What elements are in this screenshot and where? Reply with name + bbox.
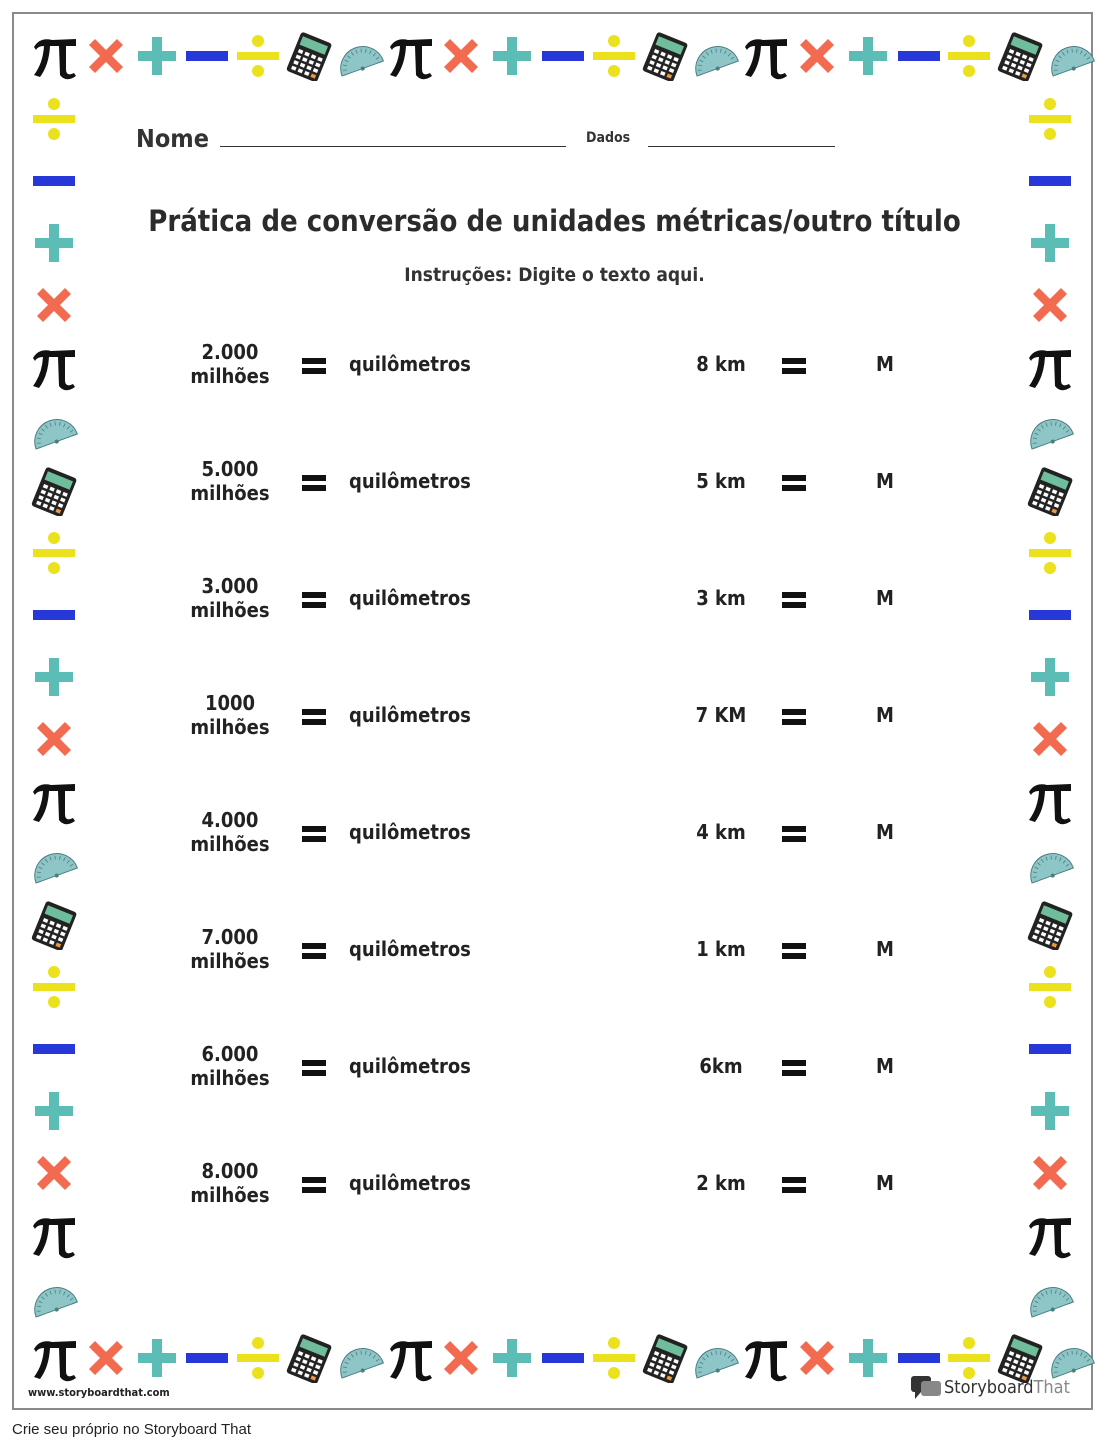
second-target-unit: M xyxy=(876,1171,894,1195)
calculator-icon xyxy=(640,1333,690,1383)
problem-row xyxy=(14,691,1095,751)
equals-sign-icon xyxy=(302,1058,328,1078)
second-target-unit: M xyxy=(876,820,894,844)
second-target-unit: M xyxy=(876,1054,894,1078)
target-unit: quilômetros xyxy=(349,352,471,376)
target-unit: quilômetros xyxy=(349,820,471,844)
source-number: 1000 xyxy=(204,691,256,715)
protractor-icon xyxy=(335,31,385,81)
equals-sign-icon xyxy=(302,1175,328,1195)
source-unit: milhões xyxy=(190,949,270,973)
source-value xyxy=(164,691,296,739)
plus-icon xyxy=(29,218,79,268)
target-unit: quilômetros xyxy=(349,586,471,610)
second-target-unit: M xyxy=(876,703,894,727)
second-target-unit: M xyxy=(876,586,894,610)
pi-icon xyxy=(386,1333,436,1383)
pi-icon xyxy=(30,31,80,81)
plus-icon xyxy=(132,31,182,81)
times-icon xyxy=(81,31,131,81)
source-value xyxy=(164,340,296,388)
source-value xyxy=(164,1159,296,1207)
calculator-icon xyxy=(284,31,334,81)
name-date-line xyxy=(134,124,894,164)
second-value: 3 km xyxy=(696,586,746,610)
pi-icon xyxy=(386,31,436,81)
divide-icon xyxy=(233,31,283,81)
times-icon xyxy=(792,1333,842,1383)
name-field[interactable] xyxy=(220,146,566,147)
second-value: 2 km xyxy=(696,1171,746,1195)
problem-row xyxy=(14,340,1095,400)
pi-icon xyxy=(30,1333,80,1383)
source-unit: milhões xyxy=(190,1183,270,1207)
source-unit: milhões xyxy=(190,1066,270,1090)
equals-sign-icon xyxy=(782,473,808,493)
second-target-unit: M xyxy=(876,352,894,376)
equals-sign-icon xyxy=(302,590,328,610)
protractor-icon xyxy=(690,31,740,81)
source-number: 2.000 xyxy=(201,340,259,364)
source-value xyxy=(164,574,296,622)
equals-sign-icon xyxy=(782,356,808,376)
source-value xyxy=(164,808,296,856)
source-number: 3.000 xyxy=(201,574,259,598)
divide-icon xyxy=(589,1333,639,1383)
pi-icon xyxy=(741,31,791,81)
brand-name-bold: Storyboard xyxy=(944,1376,1034,1398)
source-unit: milhões xyxy=(190,364,270,388)
second-value: 8 km xyxy=(696,352,746,376)
border-top xyxy=(30,22,1080,90)
equals-sign-icon xyxy=(782,1175,808,1195)
divide-icon xyxy=(1025,528,1075,578)
protractor-icon xyxy=(1025,404,1075,454)
problem-row xyxy=(14,457,1095,517)
target-unit: quilômetros xyxy=(349,703,471,727)
protractor-icon xyxy=(335,1333,385,1383)
plus-icon xyxy=(487,1333,537,1383)
storyboardthat-logo xyxy=(910,1374,1070,1400)
target-unit: quilômetros xyxy=(349,1054,471,1078)
calculator-icon xyxy=(995,31,1045,81)
divide-icon xyxy=(233,1333,283,1383)
equals-sign-icon xyxy=(782,824,808,844)
problem-row xyxy=(14,808,1095,868)
times-icon xyxy=(436,1333,486,1383)
protractor-icon xyxy=(690,1333,740,1383)
second-value: 1 km xyxy=(696,937,746,961)
target-unit: quilômetros xyxy=(349,1171,471,1195)
problem-row xyxy=(14,1159,1095,1219)
brand-name-light: That xyxy=(1033,1376,1070,1398)
equals-sign-icon xyxy=(782,590,808,610)
divide-icon xyxy=(29,94,79,144)
second-value: 6km xyxy=(699,1054,743,1078)
minus-icon xyxy=(538,31,588,81)
minus-icon xyxy=(182,31,232,81)
divide-icon xyxy=(29,528,79,578)
source-unit: milhões xyxy=(190,481,270,505)
source-value xyxy=(164,925,296,973)
target-unit: quilômetros xyxy=(349,937,471,961)
target-unit: quilômetros xyxy=(349,469,471,493)
minus-icon xyxy=(1025,156,1075,206)
equals-sign-icon xyxy=(302,941,328,961)
equals-sign-icon xyxy=(782,941,808,961)
plus-icon xyxy=(843,1333,893,1383)
site-url[interactable]: www.storyboardthat.com xyxy=(28,1386,170,1399)
protractor-icon xyxy=(29,404,79,454)
times-icon xyxy=(792,31,842,81)
source-value xyxy=(164,1042,296,1090)
times-icon xyxy=(436,31,486,81)
minus-icon xyxy=(538,1333,588,1383)
times-icon xyxy=(29,280,79,330)
worksheet-title: Prática de conversão de unidades métricas/outro título xyxy=(148,204,961,238)
plus-icon xyxy=(132,1333,182,1383)
minus-icon xyxy=(29,156,79,206)
divide-icon xyxy=(1025,94,1075,144)
source-number: 7.000 xyxy=(201,925,259,949)
second-value: 7 KM xyxy=(695,703,747,727)
source-unit: milhões xyxy=(190,715,270,739)
source-number: 4.000 xyxy=(201,808,259,832)
second-value: 5 km xyxy=(696,469,746,493)
times-icon xyxy=(1025,280,1075,330)
instructions-text: Instruções: Digite o texto aqui. xyxy=(404,264,705,286)
source-value xyxy=(164,457,296,505)
equals-sign-icon xyxy=(302,824,328,844)
source-number: 8.000 xyxy=(201,1159,259,1183)
problem-row xyxy=(14,1042,1095,1102)
source-unit: milhões xyxy=(190,832,270,856)
second-target-unit: M xyxy=(876,937,894,961)
date-field[interactable] xyxy=(648,146,835,147)
problem-row xyxy=(14,574,1095,634)
times-icon xyxy=(81,1333,131,1383)
protractor-icon xyxy=(29,1272,79,1322)
calculator-icon xyxy=(284,1333,334,1383)
equals-sign-icon xyxy=(302,707,328,727)
calculator-icon xyxy=(640,31,690,81)
plus-icon xyxy=(487,31,537,81)
footer-note: Crie seu próprio no Storyboard That xyxy=(12,1421,252,1438)
equals-sign-icon xyxy=(302,356,328,376)
plus-icon xyxy=(843,31,893,81)
minus-icon xyxy=(182,1333,232,1383)
source-unit: milhões xyxy=(190,598,270,622)
protractor-icon xyxy=(1025,1272,1075,1322)
divide-icon xyxy=(589,31,639,81)
worksheet xyxy=(12,12,1093,1410)
protractor-icon xyxy=(1046,31,1096,81)
divide-icon xyxy=(944,31,994,81)
second-target-unit: M xyxy=(876,469,894,493)
date-label: Dados xyxy=(586,130,631,146)
source-number: 6.000 xyxy=(201,1042,259,1066)
pi-icon xyxy=(741,1333,791,1383)
minus-icon xyxy=(894,31,944,81)
second-value: 4 km xyxy=(696,820,746,844)
equals-sign-icon xyxy=(302,473,328,493)
problem-row xyxy=(14,925,1095,985)
equals-sign-icon xyxy=(782,1058,808,1078)
name-label: Nome xyxy=(136,124,209,153)
speech-bubble-icon xyxy=(910,1374,944,1400)
equals-sign-icon xyxy=(782,707,808,727)
source-number: 5.000 xyxy=(201,457,259,481)
